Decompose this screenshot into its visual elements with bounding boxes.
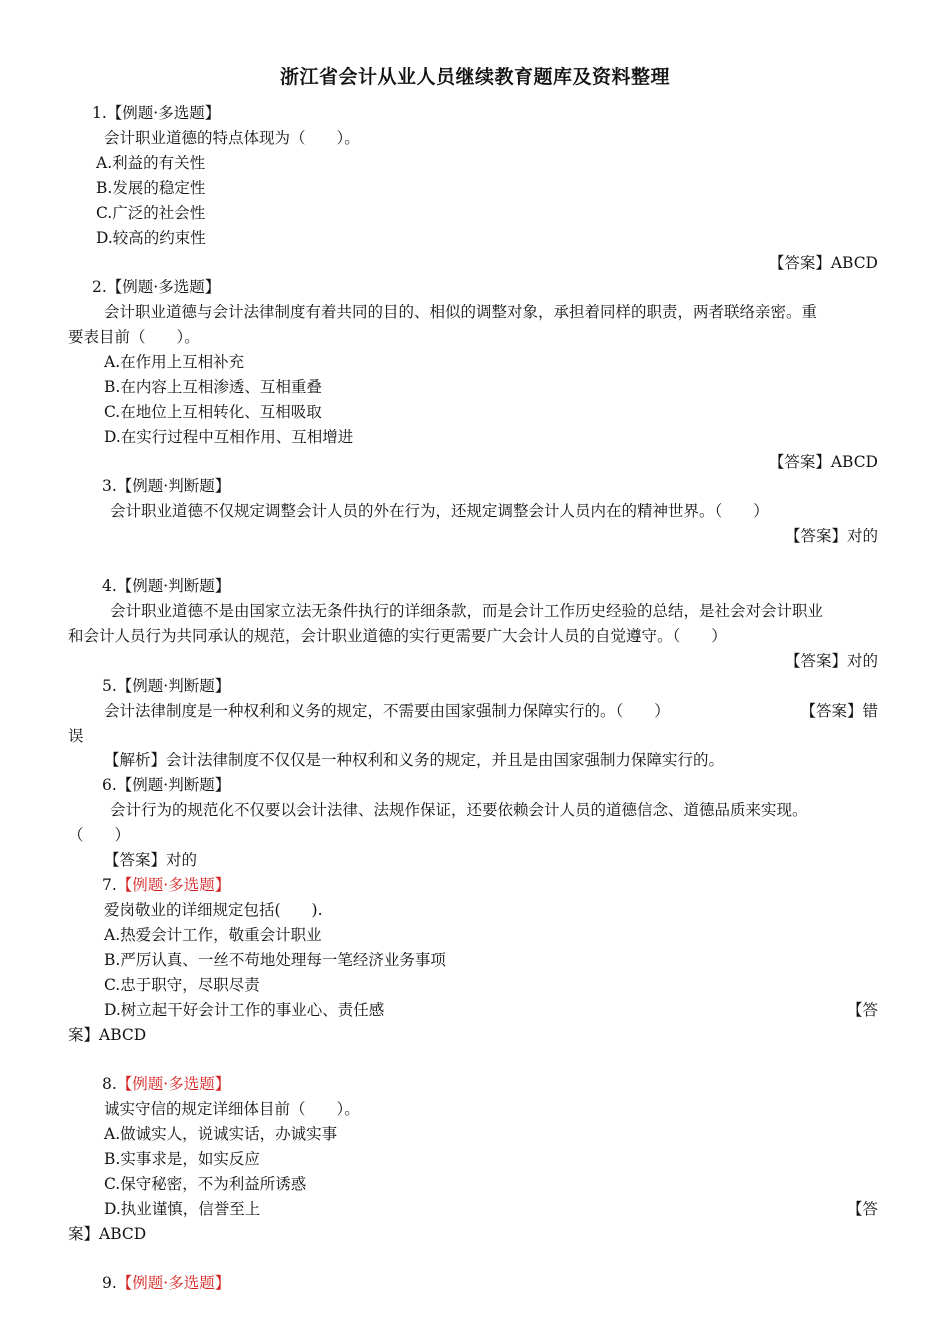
question-2-option-b: B.在内容上互相渗透、互相重叠 [104, 378, 322, 396]
question-3-stem: 会计职业道德不仅规定调整会计人员的外在行为，还规定调整会计人员内在的精神世界。（ ） [110, 502, 769, 520]
question-number: 1. [92, 104, 107, 122]
question-3-header [102, 474, 230, 498]
question-4-answer: 【答案】对的 [784, 652, 878, 670]
question-1-stem: 会计职业道德的特点体现为（ ）。 [104, 129, 360, 147]
question-1-option-c: C.广泛的社会性 [96, 204, 206, 222]
question-2-option-c: C.在地位上互相转化、互相吸取 [104, 403, 322, 421]
question-number: 5. [102, 677, 117, 695]
question-2-stem-line-1: 会计职业道德与会计法律制度有着共同的目的、相似的调整对象，承担着同样的职责，两者联络亲密。重 [104, 303, 818, 321]
question-8-header [102, 1072, 230, 1096]
question-type-tag: 【例题·多选题】 [116, 1075, 231, 1093]
question-6-header [102, 773, 230, 797]
question-7-answer-continued: 案】ABCD [68, 1026, 147, 1044]
question-6-stem-line-1: 会计行为的规范化不仅要以会计法律、法规作保证，还要依赖会计人员的道德信念、道德品质来实现。 [110, 801, 808, 819]
question-3-answer: 【答案】对的 [784, 527, 878, 545]
question-number: 2. [92, 278, 107, 296]
question-number: 9. [102, 1274, 117, 1292]
question-type-tag: 【例题·多选题】 [106, 104, 221, 122]
question-number: 4. [102, 577, 117, 595]
question-2-stem-line-2: 要表目前（ ）。 [68, 328, 200, 346]
question-7-option-c: C.忠于职守，尽职尽责 [104, 976, 260, 994]
question-6-stem-line-2: （ ） [68, 826, 131, 844]
question-8-option-c: C.保守秘密，不为利益所诱惑 [104, 1175, 307, 1193]
question-2-header [92, 275, 220, 299]
question-7-stem: 爱岗敬业的详细规定包括( ). [104, 901, 323, 919]
question-2-answer: 【答案】ABCD [768, 453, 878, 471]
question-9-header [102, 1271, 230, 1295]
question-1-header [92, 101, 220, 125]
question-1-option-b: B.发展的稳定性 [96, 179, 206, 197]
question-8-option-b: B.实事求是，如实反应 [104, 1150, 260, 1168]
question-2-option-d: D.在实行过程中互相作用、互相增进 [104, 428, 354, 446]
question-2-option-a: A.在作用上互相补充 [104, 353, 245, 371]
question-4-stem-line-1: 会计职业道德不是由国家立法无条件执行的详细条款，而是会计工作历史经验的总结，是社会对会计职业 [110, 602, 824, 620]
question-1-option-d: D.较高的约束性 [96, 229, 206, 247]
question-type-tag: 【例题·多选题】 [116, 1274, 231, 1292]
question-type-tag: 【例题·多选题】 [116, 876, 231, 894]
question-8-answer-continued: 案】ABCD [68, 1225, 147, 1243]
question-type-tag: 【例题·多选题】 [106, 278, 221, 296]
question-number: 3. [102, 477, 117, 495]
question-4-header [102, 574, 230, 598]
document-title: 浙江省会计从业人员继续教育题库及资料整理 [279, 66, 670, 88]
question-number: 7. [102, 876, 117, 894]
question-8-stem: 诚实守信的规定详细体目前（ ）。 [104, 1100, 360, 1118]
question-4-stem-line-2: 和会计人员行为共同承认的规范，会计职业道德的实行更需要广大会计人员的自觉遵守。（ ） [68, 627, 727, 645]
question-7-answer: 【答 [846, 1001, 878, 1019]
question-5-stem: 会计法律制度是一种权利和义务的规定，不需要由国家强制力保障实行的。（ ） [104, 702, 670, 720]
question-7-header [102, 873, 230, 897]
question-8-option-d: D.执业谨慎，信誉至上 [104, 1200, 261, 1218]
question-7-option-b: B.严厉认真、一丝不苟地处理每一笔经济业务事项 [104, 951, 446, 969]
question-type-tag: 【例题·判断题】 [116, 776, 231, 794]
question-5-header [102, 674, 230, 698]
question-7-option-d: D.树立起干好会计工作的事业心、责任感 [104, 1001, 385, 1019]
question-8-answer: 【答 [846, 1200, 878, 1218]
question-5-answer-continued: 误 [68, 727, 84, 745]
question-8-option-a: A.做诚实人，说诚实话，办诚实事 [104, 1125, 338, 1143]
question-type-tag: 【例题·判断题】 [116, 577, 231, 595]
question-type-tag: 【例题·判断题】 [116, 677, 231, 695]
question-6-answer: 【答案】对的 [104, 851, 198, 869]
question-number: 6. [102, 776, 117, 794]
question-number: 8. [102, 1075, 117, 1093]
question-1-option-a: A.利益的有关性 [96, 154, 206, 172]
question-type-tag: 【例题·判断题】 [116, 477, 231, 495]
question-5-analysis: 【解析】会计法律制度不仅仅是一种权利和义务的规定，并且是由国家强制力保障实行的。 [104, 751, 725, 769]
question-7-option-a: A.热爱会计工作，敬重会计职业 [104, 926, 322, 944]
question-5-answer: 【答案】错 [800, 702, 878, 720]
question-1-answer: 【答案】ABCD [768, 254, 878, 272]
